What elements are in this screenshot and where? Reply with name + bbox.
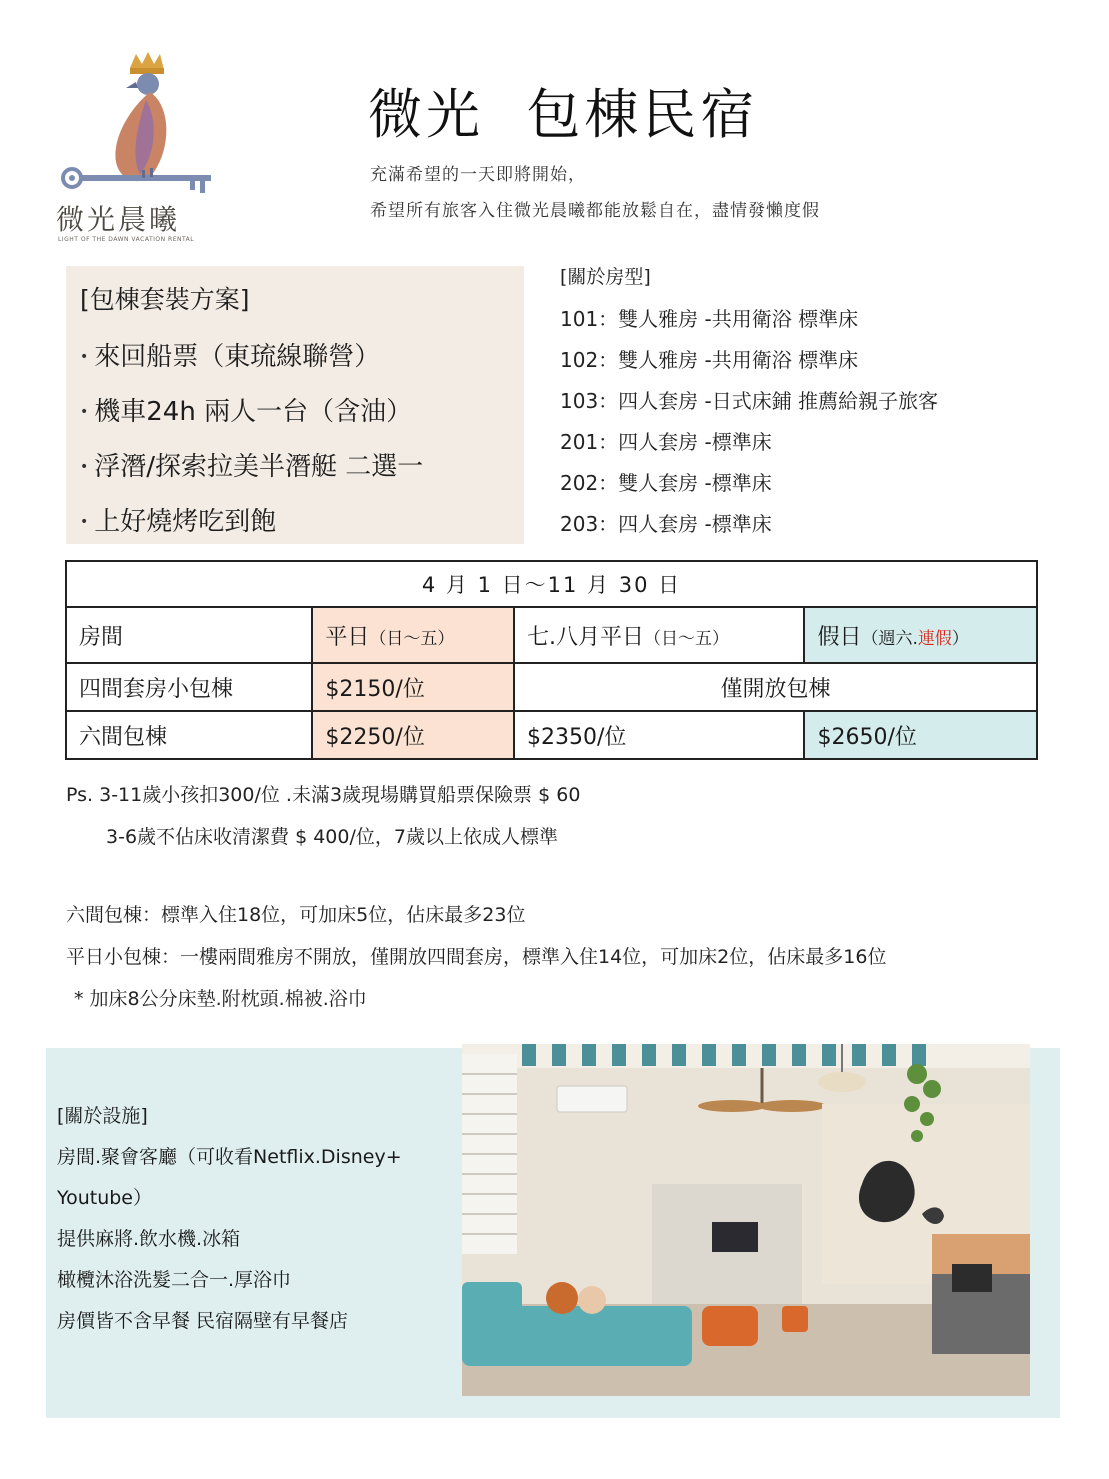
- table-row: [66, 663, 1037, 711]
- room-item: 101：雙人雅房 -共用衛浴 標準床: [560, 307, 859, 331]
- logo-name-cn: 微光晨曦: [56, 203, 181, 236]
- capacity-line: 平日小包棟：一樓兩間雅房不開放，僅開放四間套房，標準入住14位，可加床2位，佔床最多16位: [66, 946, 887, 968]
- facilities-list: [57, 1096, 457, 1342]
- header-holiday-main: 假日: [817, 624, 862, 650]
- note-line: 3-6歲不佔床收清潔費 $ 400/位，7歲以上依成人標準: [106, 826, 558, 848]
- facility-item: 房價皆不含早餐 民宿隔壁有早餐店: [57, 1310, 349, 1332]
- header-holiday-sub-c: ）: [951, 628, 969, 649]
- table-row: [66, 711, 1037, 759]
- header-holiday-sub-b: 連假: [917, 628, 952, 649]
- capacity-info: [66, 894, 886, 1020]
- room-types-heading: [關於房型]: [560, 266, 651, 288]
- header-weekday-main: 平日: [325, 624, 370, 650]
- logo-name-en: LIGHT OF THE DAWN VACATION RENTAL: [58, 236, 195, 243]
- package-item: [80, 330, 524, 385]
- header-summer-sub: （日～五）: [644, 628, 730, 649]
- package-plan-box: [66, 266, 524, 544]
- table-row: [66, 561, 1037, 607]
- header-holiday: [804, 607, 1037, 663]
- tagline-line-2: 希望所有旅客入住微光晨曦都能放鬆自在，盡情發懶度假: [370, 201, 820, 221]
- pricing-notes: [66, 774, 580, 858]
- header-weekday-sub: （日～五）: [369, 628, 455, 649]
- header-summer: [514, 607, 804, 663]
- brand-logo: [50, 50, 220, 245]
- bullet-icon: •: [80, 349, 89, 365]
- package-item-text: 浮潛/探索拉美半潛艇 二選一: [94, 452, 424, 482]
- date-range: 4 月 1 日～11 月 30 日: [66, 561, 1037, 607]
- note-line: Ps. 3-11歲小孩扣300/位 .未滿3歲現場購買船票保險票 $ 60: [66, 784, 581, 806]
- package-item: [80, 385, 524, 440]
- row-room: 六間包棟: [66, 711, 312, 759]
- capacity-line: 六間包棟：標準入住18位，可加床5位，佔床最多23位: [66, 904, 526, 926]
- room-item: 203：四人套房 -標準床: [560, 512, 772, 536]
- room-item: 102：雙人雅房 -共用衛浴 標準床: [560, 348, 859, 372]
- row-summer-price: $2350/位: [514, 711, 804, 759]
- table-header-row: [66, 607, 1037, 663]
- crowned-bird-on-key-icon: [50, 50, 220, 200]
- facility-item: 橄欖沐浴洗髮二合一.厚浴巾: [57, 1269, 292, 1291]
- row-weekday-price: $2250/位: [312, 711, 514, 759]
- page-title: 微光 包棟民宿: [368, 83, 759, 146]
- facilities-heading: [關於設施]: [57, 1105, 148, 1127]
- package-item-text: 機車24h 兩人一台（含油）: [94, 397, 413, 427]
- room-types-list: [560, 262, 1080, 545]
- living-room-photo: [462, 1044, 1030, 1396]
- facility-item: Youtube）: [57, 1187, 152, 1209]
- header-holiday-sub-a: （週六.: [861, 628, 918, 649]
- room-item: 103：四人套房 -日式床鋪 推薦給親子旅客: [560, 389, 939, 413]
- room-item: 201：四人套房 -標準床: [560, 430, 772, 454]
- facility-item: 提供麻將.飲水機.冰箱: [57, 1228, 241, 1250]
- header-summer-main: 七.八月平日: [527, 624, 645, 650]
- price-table: [65, 560, 1038, 760]
- row-holiday-price: $2650/位: [804, 711, 1037, 759]
- living-room-illustration: [462, 1044, 1030, 1396]
- package-heading: [包棟套裝方案]: [80, 285, 250, 314]
- tagline-line-1: 充滿希望的一天即將開始，: [370, 165, 586, 185]
- bullet-icon: •: [80, 404, 89, 420]
- capacity-line: * 加床8公分床墊.附枕頭.棉被.浴巾: [74, 988, 367, 1010]
- package-item-text: 上好燒烤吃到飽: [94, 507, 277, 537]
- row-package-only: 僅開放包棟: [514, 663, 1037, 711]
- bullet-icon: •: [80, 514, 89, 530]
- row-weekday-price: $2150/位: [312, 663, 514, 711]
- room-item: 202：雙人套房 -標準床: [560, 471, 772, 495]
- package-item: [80, 495, 524, 550]
- row-room: 四間套房小包棟: [66, 663, 312, 711]
- bullet-icon: •: [80, 459, 89, 475]
- header-weekday: [312, 607, 514, 663]
- package-item-text: 來回船票（東琉線聯營）: [94, 342, 381, 372]
- package-item: [80, 440, 524, 495]
- facility-item: 房間.聚會客廳（可收看Netflix.Disney+: [57, 1146, 402, 1168]
- header-room: 房間: [66, 607, 312, 663]
